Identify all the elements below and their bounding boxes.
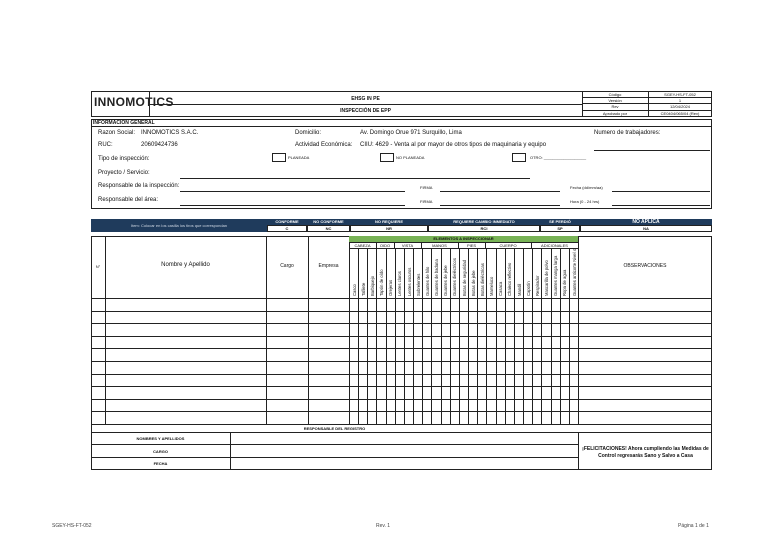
hora-label: Hora (0 - 24 hrs) [570, 199, 600, 204]
razon-label: Razon Social: [98, 130, 136, 136]
firma-1-field[interactable] [440, 191, 560, 192]
firma-2-field[interactable] [440, 205, 560, 206]
legend-se-perdio-label: SE PERDIÓ [540, 219, 580, 225]
area-title: EHSG IN PE [351, 96, 380, 102]
epp-item-label: Orejeras [388, 279, 394, 296]
epp-item-label: Ropa de agua [562, 269, 568, 296]
proyecto-field[interactable] [180, 178, 530, 179]
table-row[interactable] [91, 323, 712, 336]
no-planeada-label: NO PLANEADA [396, 155, 425, 160]
responsable-title: RESPONSABLE DEL REGISTRO [303, 426, 366, 431]
planeada-label: PLANEADA [288, 155, 310, 160]
legend-no-requiere-label: NO REQUIERE [350, 219, 428, 225]
epp-item-label: Guantes de badana [434, 259, 440, 296]
meta-value-version: 1 [678, 98, 682, 103]
meta-label-version: Versión [608, 98, 622, 103]
meta-value-approved: CE0404/065/04 (Rev) [660, 111, 700, 116]
resp-area-field[interactable] [180, 205, 405, 206]
group-adicionales: ADICIONALES [541, 243, 568, 248]
legend-se-perdio-code: SP [540, 225, 580, 232]
legend-conforme-label: CONFORME [267, 219, 307, 225]
legend-no-aplica-label: NO APLICA [580, 219, 712, 225]
legend-no-requiere-code: NR [350, 225, 428, 232]
legend-instruction: Item: Colocar en los casilla los tiros que correspondan [130, 223, 228, 228]
felicitaciones-message: ¡FELICITACIONES! Ahora cumpliendo las Medidas de Control regresarás Sano y Salvo a Casa [582, 446, 709, 459]
group-manos: MANOS [432, 243, 447, 248]
cargo-label: CARGO [153, 449, 168, 454]
no-planeada-checkbox[interactable] [380, 153, 394, 162]
epp-item-label: Casaca [498, 281, 504, 296]
fecha-label: Fecha (dd/mm/aa) [570, 185, 603, 190]
footer-rev: Rev. 1 [376, 523, 391, 529]
table-row[interactable] [91, 374, 712, 387]
epp-item-label: Guantes manga larga [553, 255, 559, 296]
actividad-label: Actividad Económica: [295, 142, 353, 148]
epp-title: ELEMENTOS A INSPECCIONAR [349, 236, 578, 242]
legend-no-conforme-label: NO CONFORME [307, 219, 350, 225]
fecha-field[interactable] [612, 191, 710, 192]
table-row[interactable] [91, 399, 712, 412]
razon-value: INNOMOTICS S.A.C. [141, 130, 199, 136]
resp-inspeccion-field[interactable] [180, 191, 405, 192]
trabajadores-label: Numero de trabajadores: [594, 130, 661, 136]
legend-no-conforme-code: NC [307, 225, 350, 232]
nombres-field[interactable] [231, 433, 577, 443]
epp-item-label: Lentes claros [397, 271, 403, 296]
col-header-n: N° [95, 264, 101, 269]
ruc-value: 20609424736 [141, 142, 178, 148]
table-row[interactable] [91, 348, 712, 361]
ruc-label: RUC: [98, 142, 113, 148]
epp-item-label: Casco [351, 284, 357, 296]
epp-item-label: Tafilete [360, 282, 366, 296]
domicilio-label: Domicilio: [295, 130, 322, 136]
footer-page: Página 1 de 1 [678, 523, 709, 529]
proyecto-label: Proyecto / Servicio: [98, 170, 150, 176]
group-cabeza: CABEZA [354, 243, 371, 248]
group-cuerpo: CUERPO [499, 243, 517, 248]
meta-label-approved: Aprobado por [602, 111, 628, 116]
otro-checkbox[interactable] [512, 153, 526, 162]
firma-1-label: FIRMA [420, 185, 433, 190]
epp-item-label: Mandil [516, 283, 522, 296]
meta-value-code: SGEY-HS-FT-052 [664, 92, 696, 97]
epp-item-label: Guantes de hilo [424, 266, 430, 296]
meta-label-code: Código [608, 92, 622, 97]
resp-area-label: Responsable del área: [98, 197, 159, 203]
tipo-label: Tipo de inspección: [98, 156, 150, 162]
fecha-footer-label: FECHA [153, 461, 168, 466]
fecha-footer-field[interactable] [231, 458, 577, 469]
epp-item-label: Guantes anticorte Nivel 4 [571, 248, 577, 296]
table-row[interactable] [91, 336, 712, 349]
planeada-checkbox[interactable] [272, 153, 286, 162]
company-logo: INNOMOTICS [94, 95, 174, 109]
table-row[interactable] [91, 298, 712, 311]
footer-code: SGEY-HS-FT-052 [52, 523, 92, 529]
group-pies: PIES [466, 243, 477, 248]
epp-item-label: Sobrelentes [415, 273, 421, 296]
hora-field[interactable] [612, 205, 710, 206]
firma-2-label: FIRMA [420, 199, 433, 204]
col-header-empresa: Empresa [318, 263, 339, 269]
legend-conforme-code: C [267, 225, 307, 232]
document-title: INSPECCIÓN DE EPP [340, 108, 391, 114]
epp-item-label: Tapón de oído [379, 269, 385, 296]
table-row[interactable] [91, 361, 712, 374]
group-oido: OIDO [379, 243, 391, 248]
resp-inspeccion-label: Responsable de la inspección: [98, 183, 180, 189]
table-row[interactable] [91, 311, 712, 324]
nombres-label: NOMBRES Y APELLIDOS [136, 436, 185, 441]
epp-item-label: Botas dieléctricas [479, 263, 485, 296]
cargo-field[interactable] [231, 445, 577, 456]
epp-item-label: Botas de seguridad [461, 259, 467, 296]
epp-item-label: Mameluco [489, 276, 495, 296]
epp-item-label: Capotín [525, 281, 531, 296]
epp-item-label: Lentes oscuros [406, 267, 412, 296]
meta-label-rev: Rev [611, 104, 619, 109]
table-row[interactable] [91, 411, 712, 424]
epp-item-label: Barbiquejo [369, 275, 375, 296]
section-title: INFORMACION GENERAL [93, 120, 155, 126]
col-header-cargo: Cargo [280, 263, 294, 269]
epp-item-label: Chaleco reflectivo [507, 262, 513, 296]
col-header-nombre: Nombre y Apellido [161, 262, 210, 268]
actividad-value: CIIU: 4629 - Venta al por mayor de otros tipos de maquinaria y equipo [360, 142, 547, 148]
epp-item-label: Respirador [534, 275, 540, 296]
otro-label: OTRO: ___________________ [530, 155, 587, 160]
meta-value-rev: 12/04/2024 [669, 104, 691, 109]
legend-no-aplica-code: NA [580, 225, 712, 232]
epp-item-label: Mascarilla de polvo [544, 260, 550, 296]
col-header-observaciones: OBSERVACIONES [623, 263, 667, 269]
group-vista: VISTA [401, 243, 414, 248]
table-row[interactable] [91, 386, 712, 399]
epp-item-label: Botas de jebe [470, 270, 476, 296]
epp-item-label: Guantes dieléctricos [452, 258, 458, 296]
legend-rci-label: REQUIERE CAMBIO INMEDIATO [428, 219, 540, 225]
legend-rci-code: RCI [428, 225, 540, 232]
epp-item-label: Guantes de jebe [443, 265, 449, 296]
domicilio-value: Av. Domingo Orue 971 Surquillo, Lima [360, 130, 462, 136]
